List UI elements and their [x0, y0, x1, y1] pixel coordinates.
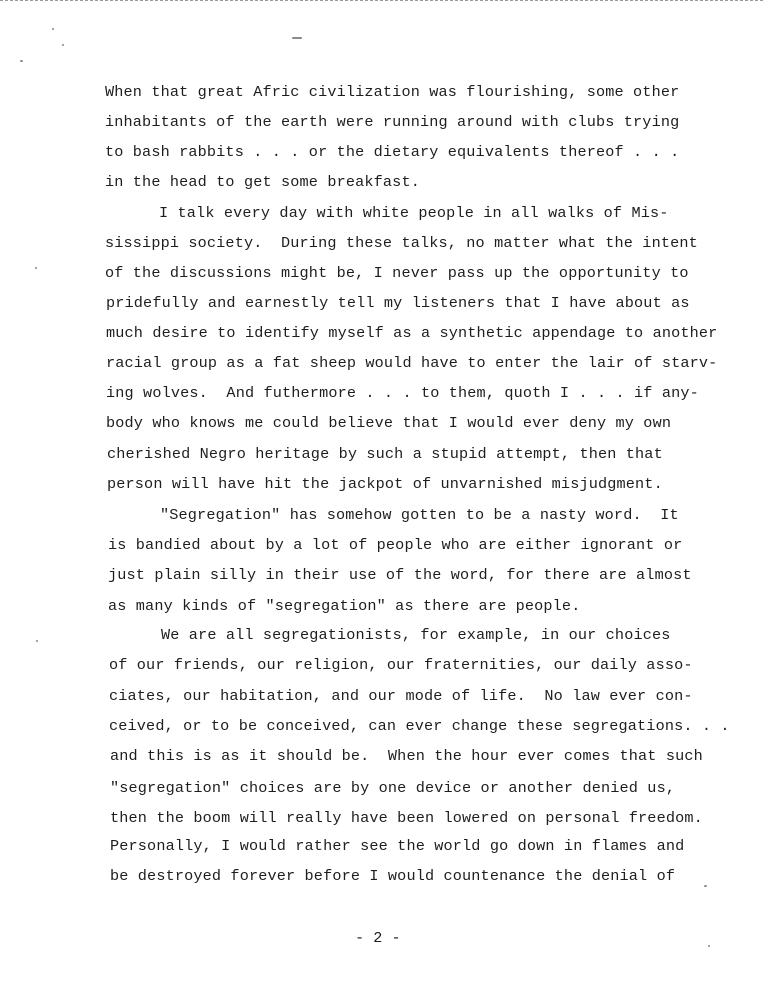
body-line-21: ciates, our habitation, and our mode of life. No law ever con- — [109, 687, 693, 705]
body-line-2: inhabitants of the earth were running around with clubs trying — [105, 113, 680, 131]
body-line-8: pridefully and earnestly tell my listeners that I have about as — [106, 294, 690, 312]
scan-speck — [52, 28, 54, 30]
page-number: - 2 - — [355, 929, 401, 947]
scan-speck — [704, 885, 707, 887]
body-line-23: and this is as it should be. When the hour ever comes that such — [110, 747, 703, 765]
body-line-6: sissippi society. During these talks, no matter what the intent — [105, 234, 698, 252]
body-line-15: "Segregation" has somehow gotten to be a nasty word. It — [160, 506, 679, 524]
body-line-18: as many kinds of "segregation" as there are people. — [108, 597, 581, 615]
body-line-20: of our friends, our religion, our fraternities, our daily asso- — [109, 656, 693, 674]
scan-speck — [35, 267, 37, 269]
body-line-5: I talk every day with white people in all walks of Mis- — [159, 204, 669, 222]
body-line-3: to bash rabbits . . . or the dietary equivalents thereof . . . — [105, 143, 680, 161]
body-line-16: is bandied about by a lot of people who are either ignorant or — [108, 536, 683, 554]
body-line-26: Personally, I would rather see the world go down in flames and — [110, 837, 685, 855]
scan-speck — [36, 640, 38, 642]
body-line-13: cherished Negro heritage by such a stupid attempt, then that — [107, 445, 663, 463]
body-line-25: then the boom will really have been lowered on personal freedom. — [110, 809, 703, 827]
body-line-14: person will have hit the jackpot of unvarnished misjudgment. — [107, 475, 663, 493]
scan-speck — [292, 37, 302, 39]
body-line-17: just plain silly in their use of the word, for there are almost — [108, 566, 692, 584]
body-line-10: racial group as a fat sheep would have to enter the lair of starv- — [106, 354, 718, 372]
page-top-border — [0, 0, 763, 1]
body-line-7: of the discussions might be, I never pass up the opportunity to — [105, 264, 689, 282]
body-line-24: "segregation" choices are by one device or another denied us, — [110, 779, 676, 797]
body-line-4: in the head to get some breakfast. — [105, 173, 420, 191]
scan-speck — [20, 60, 23, 62]
scan-speck — [708, 945, 710, 947]
scan-speck — [62, 44, 64, 46]
body-line-22: ceived, or to be conceived, can ever change these segregations. . . — [109, 717, 730, 735]
body-line-19: We are all segregationists, for example, in our choices — [161, 626, 671, 644]
body-line-12: body who knows me could believe that I would ever deny my own — [106, 414, 672, 432]
body-line-1: When that great Afric civilization was flourishing, some other — [105, 83, 680, 101]
body-line-9: much desire to identify myself as a synthetic appendage to another — [106, 324, 718, 342]
body-line-27: be destroyed forever before I would countenance the denial of — [110, 867, 676, 885]
body-line-11: ing wolves. And futhermore . . . to them, quoth I . . . if any- — [106, 384, 699, 402]
